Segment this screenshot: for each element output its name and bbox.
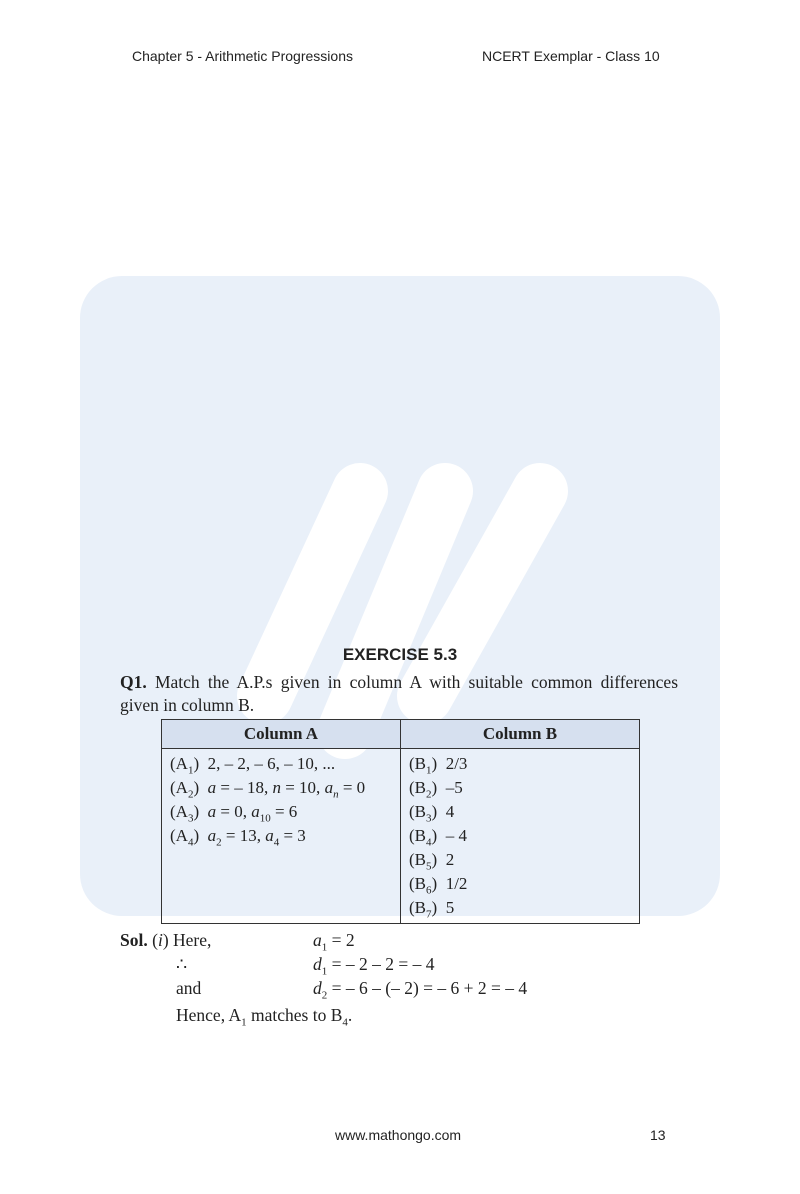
column-a-cell [162, 749, 401, 924]
exercise-title: EXERCISE 5.3 [342, 645, 458, 664]
column-b-item-1: $(B_1)$ 2/3 [409, 754, 468, 777]
question-1 [120, 671, 678, 717]
column-a-header: Column A [162, 720, 401, 749]
column-a-item-3: $(A_3) a = 0$, $a_{10} = 6$ [170, 802, 298, 825]
column-a-item-2: $(A_2) a$ = – 18, n = 10, $a_n = 0$ [170, 778, 366, 801]
solution-and: and [176, 978, 202, 998]
header-chapter-title: Chapter 5 - Arithmetic Progressions [132, 48, 353, 64]
page-number: 13 [650, 1127, 666, 1143]
question-text: Match the A.P.s given in column A with suitable common differences given in column B. [120, 672, 679, 715]
column-b-item-2: $(B_2)$ –5 [409, 778, 463, 801]
solution-line-1: $a_1 = 2$ [313, 930, 355, 954]
solution-line-2: $d_1$ = – 2 – 2 = – 4 [313, 954, 435, 978]
solution-label: Sol. (i) Here, [120, 930, 212, 950]
solution-line-3: $d_2$ = – 6 – (– 2) = – 6 + 2 = – 4 [313, 978, 528, 1002]
column-b-item-5: $(B_5)$ 2 [409, 850, 455, 873]
column-b-item-6: $(B_6)$ 1/2 [409, 874, 468, 897]
header-book-title: NCERT Exemplar - Class 10 [482, 48, 660, 64]
solution-conclusion: Hence, $A_1$ matches to $B_4$. [176, 1005, 353, 1029]
therefore-symbol: ∴ [176, 954, 188, 974]
column-b-item-3: $(B_3)$ 4 [409, 802, 455, 825]
column-a-item-1: $(A_1)$ 2, – 2, – 6, – 10, ... [170, 754, 336, 777]
column-b-item-4: $(B_4) - 4$ [409, 826, 467, 849]
footer-website: www.mathongo.com [335, 1127, 462, 1143]
question-number: Q1. [120, 672, 147, 692]
column-b-cell [401, 749, 640, 924]
column-b-header: Column B [401, 720, 640, 749]
column-b-item-7: $(B_7)$ 5 [409, 898, 455, 921]
match-table [161, 719, 640, 924]
column-a-item-4: $(A_4) a_2 = 13$, $a_4 = 3$ [170, 826, 306, 849]
